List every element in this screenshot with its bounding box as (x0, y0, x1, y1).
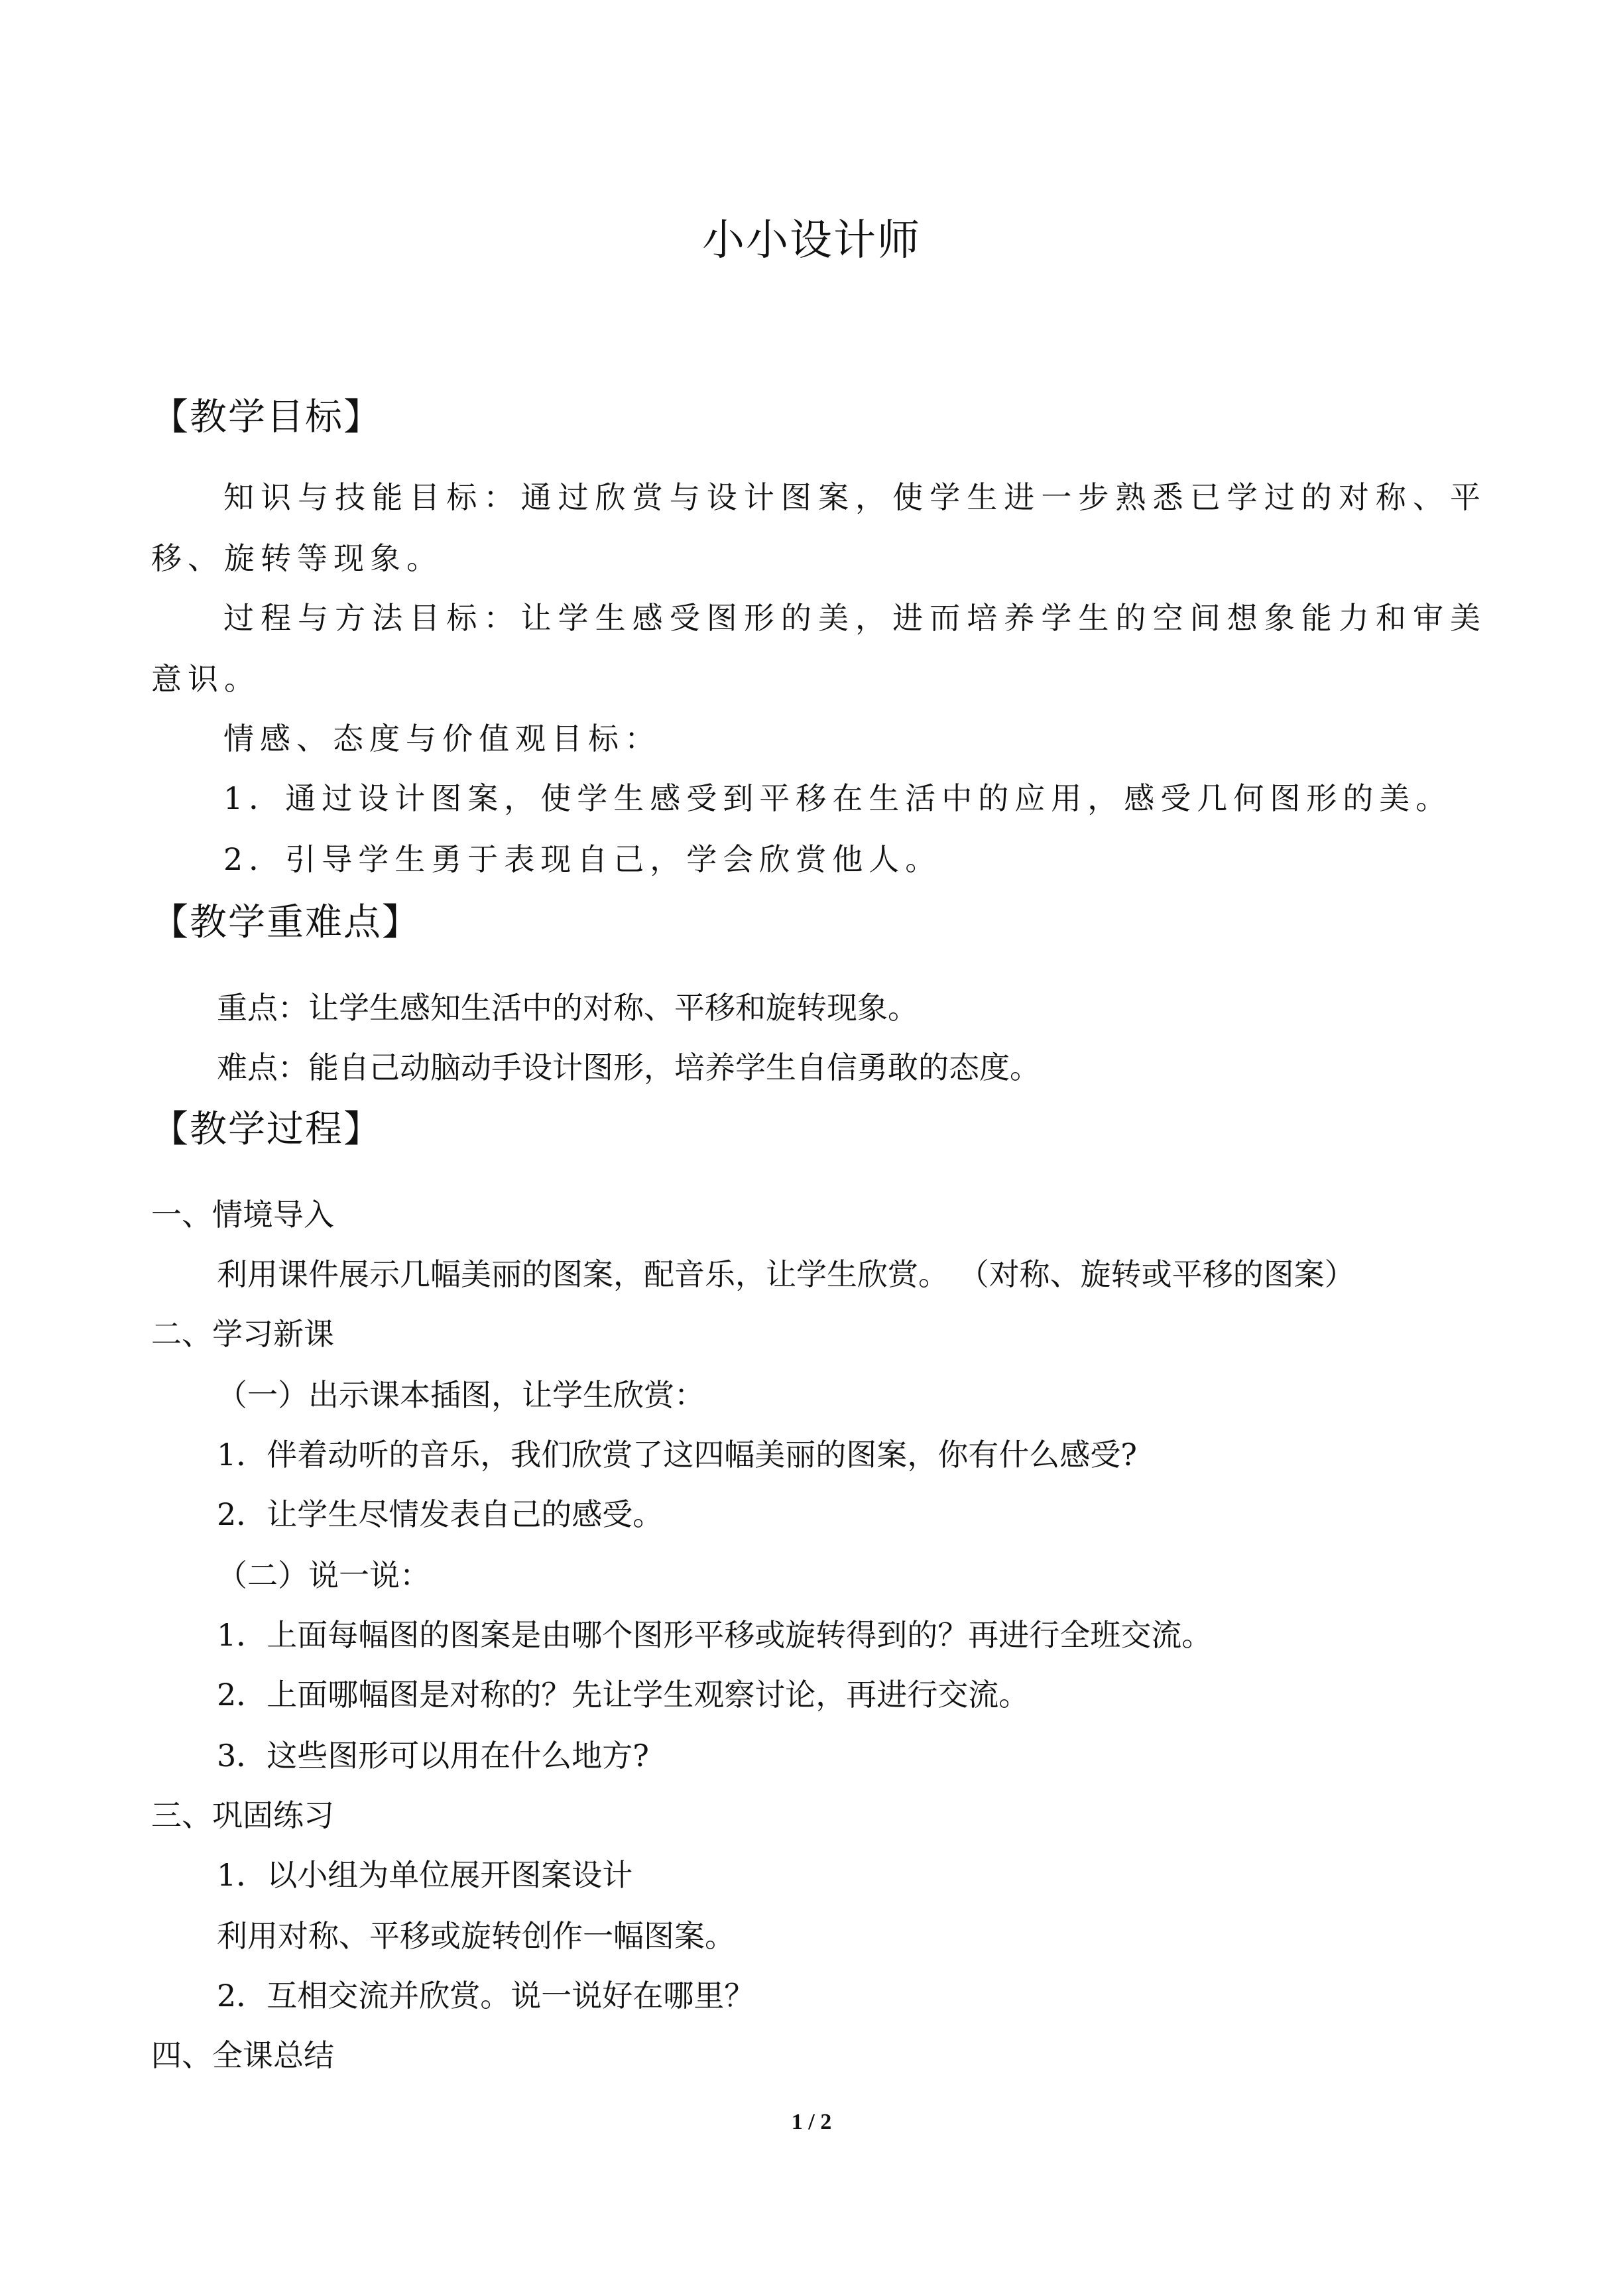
subheading-introduction: 一、情境导入 (151, 1197, 334, 1233)
subheading-summary: 四、全课总结 (151, 2037, 334, 2073)
list-item-discuss-1: 1．上面每幅图的图案是由哪个图形平移或旋转得到的？再进行全班交流。 (217, 1617, 1213, 1653)
page-number: 1 / 2 (791, 2110, 832, 2134)
list-item-practice-2: 2．互相交流并欣赏。说一说好在哪里？ (217, 1978, 755, 2014)
paragraph-difficult-point: 难点：能自己动脑动手设计图形，培养学生自信勇敢的态度。 (217, 1050, 1040, 1085)
paragraph-practice-detail: 利用对称、平移或旋转创作一幅图案。 (217, 1918, 735, 1954)
paragraph-emotion-goal: 情感、态度与价值观目标： (223, 721, 661, 756)
paragraph-process-goal-line1: 过程与方法目标：让学生感受图形的美，进而培养学生的空间想象能力和审美 (223, 600, 1486, 636)
list-item-discuss-3: 3．这些图形可以用在什么地方? (217, 1738, 649, 1774)
paragraph-knowledge-goal-line2: 移、旋转等现象。 (151, 540, 443, 576)
list-item-lesson-2: 2．让学生尽情发表自己的感受。 (217, 1496, 664, 1532)
paragraph-process-goal-line2: 意识。 (151, 661, 261, 697)
subheading-new-lesson: 二、学习新课 (151, 1316, 334, 1352)
paragraph-show-illustration: （一）出示课本插图，让学生欣赏： (217, 1377, 705, 1413)
paragraph-introduction: 利用课件展示几幅美丽的图案，配音乐，让学生欣赏。 （对称、旋转或平移的图案） (217, 1256, 1355, 1292)
section-heading-key-points: 【教学重难点】 (151, 901, 420, 944)
list-item-lesson-1: 1．伴着动听的音乐，我们欣赏了这四幅美丽的图案，你有什么感受? (217, 1437, 1137, 1473)
subheading-practice: 三、巩固练习 (151, 1797, 334, 1833)
list-item-emotion-2: 2．引导学生勇于表现自己，学会欣赏他人。 (223, 841, 942, 877)
paragraph-knowledge-goal-line1: 知识与技能目标：通过欣赏与设计图案，使学生进一步熟悉已学过的对称、平 (223, 479, 1486, 515)
document-title: 小小设计师 (702, 216, 921, 265)
list-item-emotion-1: 1．通过设计图案，使学生感受到平移在生活中的应用，感受几何图形的美。 (223, 780, 1453, 816)
list-item-discuss-2: 2．上面哪幅图是对称的？先让学生观察讨论，再进行交流。 (217, 1677, 1030, 1713)
paragraph-discuss: （二）说一说： (217, 1557, 430, 1593)
section-heading-teaching-goals: 【教学目标】 (151, 396, 382, 439)
list-item-practice-1: 1．以小组为单位展开图案设计 (217, 1857, 633, 1893)
section-heading-teaching-process: 【教学过程】 (151, 1108, 382, 1151)
paragraph-key-point: 重点：让学生感知生活中的对称、平移和旋转现象。 (217, 990, 918, 1026)
